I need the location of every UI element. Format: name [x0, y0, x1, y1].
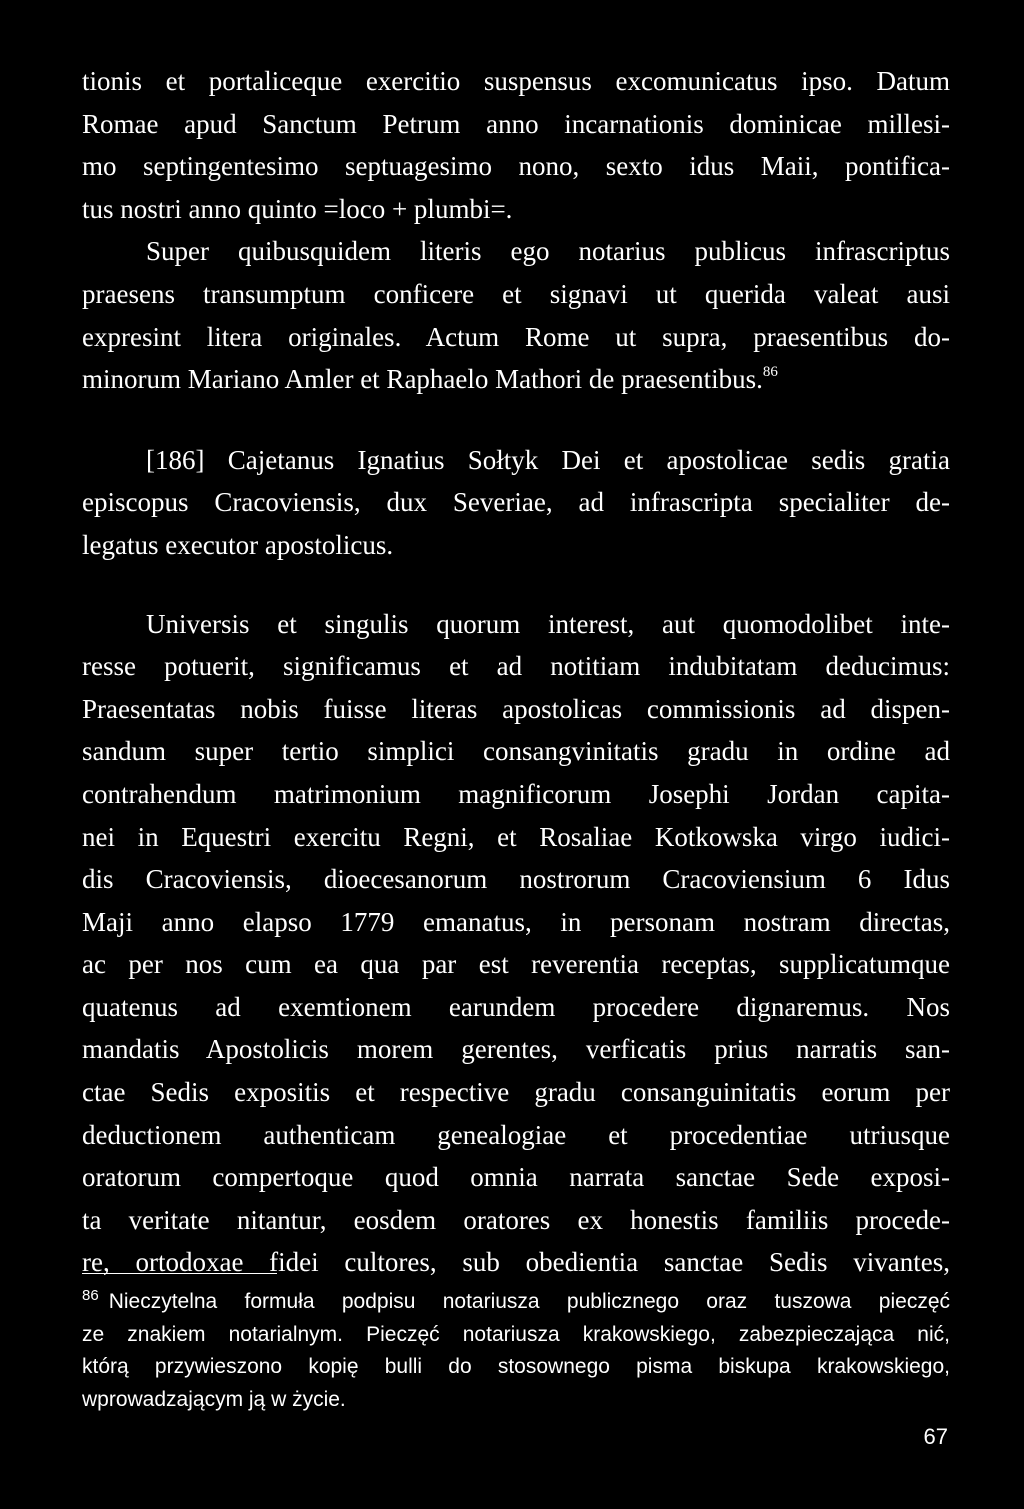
- footnote-line: ze znakiem notarialnym. Pieczęć notariusza krakowskiego, zabezpieczająca nić,: [82, 1322, 950, 1346]
- text-line: ac per nos cum ea qua par est reverentia receptas, supplicatumque: [82, 949, 950, 980]
- text-line: Universis et singulis quorum interest, aut quomodolibet inte-: [146, 608, 950, 639]
- page-number: 67: [923, 1424, 948, 1449]
- text-line: minorum Mariano Amler et Raphaelo Mathori de praesentibus.: [82, 364, 763, 395]
- text-line: mo septingentesimo septuagesimo nono, sexto idus Maii, pontifica-: [82, 151, 950, 182]
- footnote-reference[interactable]: 86: [762, 364, 778, 381]
- footnote-number: 86: [82, 1287, 99, 1304]
- footnote-86: [82, 1286, 950, 1416]
- main-text: [82, 60, 950, 1284]
- text-line: ta veritate nitantur, eosdem oratores ex honestis familiis procede-: [82, 1204, 950, 1235]
- paragraph-4: [82, 603, 950, 1285]
- footnote-line: Nieczytelna formuła podpisu notariusza publicznego oraz tuszowa pieczęć: [108, 1290, 950, 1313]
- text-line: oratorum compertoque quod omnia narrata sanctae Sede exposi-: [82, 1162, 950, 1193]
- paragraph-gap: [82, 401, 950, 439]
- text-line: mandatis Apostolicis morem gerentes, verficatis prius narratis san-: [82, 1034, 950, 1065]
- text-line: quatenus ad exemtionem earundem procedere dignaremus. Nos: [82, 991, 950, 1022]
- text-line: Praesentatas nobis fuisse literas apostolicas commissionis ad dispen-: [82, 693, 950, 724]
- text-line: sandum super tertio simplici consangvinitatis gradu in ordine ad: [82, 736, 950, 767]
- text-line: tionis et portaliceque exercitio suspensus excomunicatus ipso. Datum: [82, 66, 950, 96]
- footnote-line: którą przywieszono kopię bulli do stosownego pisma biskupa krakowskiego,: [82, 1355, 950, 1378]
- text-line: Super quibusquidem literis ego notarius publicus infrascriptus: [146, 236, 950, 267]
- paragraph-3: [82, 439, 950, 567]
- text-line-with-footnote: [82, 358, 950, 401]
- text-line: Maji anno elapso 1779 emanatus, in personam nostram directas,: [82, 906, 950, 937]
- text-line: expresint litera originales. Actum Rome ut supra, praesentibus do-: [82, 321, 950, 352]
- text-line: Romae apud Sanctum Petrum anno incarnationis dominicae millesi-: [82, 108, 950, 139]
- text-line: dis Cracoviensis, dioecesanorum nostrorum Cracoviensium 6 Idus: [82, 864, 950, 895]
- text-line: contrahendum matrimonium magnificorum Josephi Jordan capita-: [82, 778, 950, 809]
- text-line: praesens transumptum conficere et signavi ut querida valeat ausi: [82, 278, 950, 309]
- text-line: tus nostri anno quinto =loco + plumbi=.: [82, 193, 513, 224]
- text-line: ctae Sedis expositis et respective gradu consanguinitatis eorum per: [82, 1077, 950, 1108]
- paragraph-2: [82, 230, 950, 400]
- footnote-line: wprowadzającym ją w życie.: [82, 1387, 346, 1411]
- footnote-line-with-number: [82, 1286, 950, 1319]
- text-line: legatus executor apostolicus.: [82, 529, 394, 560]
- text-line: deductionem authenticam genealogiae et procedentiae utriusque: [82, 1119, 950, 1150]
- paragraph-gap: [82, 567, 950, 603]
- footnote-separator: [82, 1273, 277, 1274]
- text-line: [186] Cajetanus Ignatius Sołtyk Dei et apostolicae sedis gratia: [146, 444, 950, 475]
- text-line: resse potuerit, significamus et ad notitiam indubitatam deducimus:: [82, 651, 950, 682]
- paragraph-1: [82, 60, 950, 230]
- text-line: nei in Equestri exercitu Regni, et Rosaliae Kotkowska virgo iudici-: [82, 821, 950, 852]
- text-line: re, ortodoxae fidei cultores, sub obedientia sanctae Sedis vivantes,: [82, 1247, 950, 1278]
- text-line: episcopus Cracoviensis, dux Severiae, ad infrascripta specialiter de-: [82, 487, 950, 518]
